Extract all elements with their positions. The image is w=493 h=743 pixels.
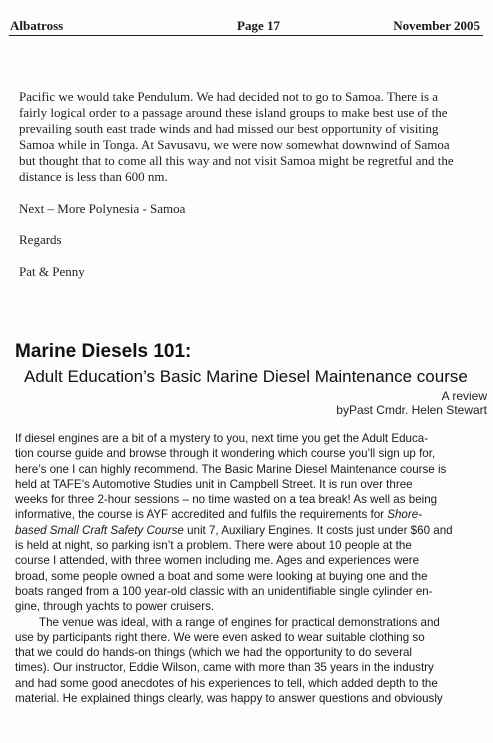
text-line: times). Our instructor, Eddie Wilson, came with more than 35 years in the industry	[15, 661, 434, 675]
letter-closing: Regards	[19, 232, 62, 247]
issue-date: November 2005	[393, 18, 480, 33]
text-line: If diesel engines are a bit of a mystery to you, next time you get the Adult Educa-	[15, 432, 429, 445]
article-title: Marine Diesels 101:	[15, 341, 192, 362]
text-fragment: unit 7, Auxiliary Engines. It costs just under $60 and	[183, 523, 453, 537]
text-line: The venue was ideal, with a range of engines for practical demonstrations and	[39, 615, 440, 629]
text-line: but thought that to come all this way and not visit Samoa might be regretful and the	[19, 153, 454, 168]
text-line: held at TAFE’s Automotive Studies unit in Campbell Street. It is run over three	[15, 477, 413, 491]
article-body	[15, 431, 485, 706]
text-line: distance is less than 600 nm.	[19, 169, 168, 184]
text-line: is held at night, so parking isn’t a problem. There were about 10 people at the	[15, 539, 412, 553]
text-line: use by participants right there. We were even asked to wear suitable clothing so	[15, 630, 425, 644]
text-line: material. He explained things clearly, was happy to answer questions and obviously	[15, 692, 443, 706]
course-name-italic: Shore-	[387, 508, 423, 522]
text-line: tion course guide and browse through it wondering which course you’ll sign up for,	[15, 447, 436, 461]
page-header	[9, 19, 483, 36]
text-line: and had some good anecdotes of his experiences to tell, which added depth to the	[15, 676, 438, 690]
next-issue-note: Next – More Polynesia - Samoa	[19, 201, 186, 216]
text-line	[15, 507, 485, 522]
text-line	[15, 523, 485, 538]
letter-signature: Pat & Penny	[19, 264, 85, 279]
course-name-italic: based Small Craft Safety Course	[15, 523, 184, 537]
article-author: byPast Cmdr. Helen Stewart	[336, 403, 487, 417]
text-line: boats ranged from a 100 year-old classic with an unidentifiable single cylinder en-	[15, 584, 433, 598]
text-line: broad, some people owned a boat and some were looking at buying one and the	[15, 569, 428, 583]
text-line: weeks for three 2-hour sessions – no time wasted on a tea break! As well as being	[15, 493, 438, 507]
text-line: Pacific we would take Pendulum. We had decided not to go to Samoa. There is a	[19, 89, 439, 104]
text-line: fairly logical order to a passage around these island groups to make best use of the	[19, 105, 448, 120]
text-line: that we could do hands-on things (which we had the opportunity to do several	[15, 646, 413, 660]
text-fragment: informative, the course is AYF accredited and fulfils the requirements for	[15, 508, 388, 522]
text-line: course I attended, with three women including me. Ages and experiences were	[15, 554, 420, 568]
text-line: here’s one I can highly recommend. The Basic Marine Diesel Maintenance course is	[15, 462, 447, 476]
letter-paragraph	[19, 89, 479, 185]
article-subtitle: Adult Education’s Basic Marine Diesel Maintenance course	[24, 367, 468, 386]
newsletter-name: Albatross	[10, 18, 64, 33]
text-line: gine, through yachts to power cruisers.	[15, 600, 215, 614]
text-line: Samoa while in Tonga. At Savusavu, we were now somewhat downwind of Samoa	[19, 137, 450, 152]
article-kicker: A review	[441, 389, 487, 403]
text-line: prevailing south east trade winds and had missed our best opportunity of visiting	[19, 121, 439, 136]
page-number: Page 17	[237, 18, 280, 33]
